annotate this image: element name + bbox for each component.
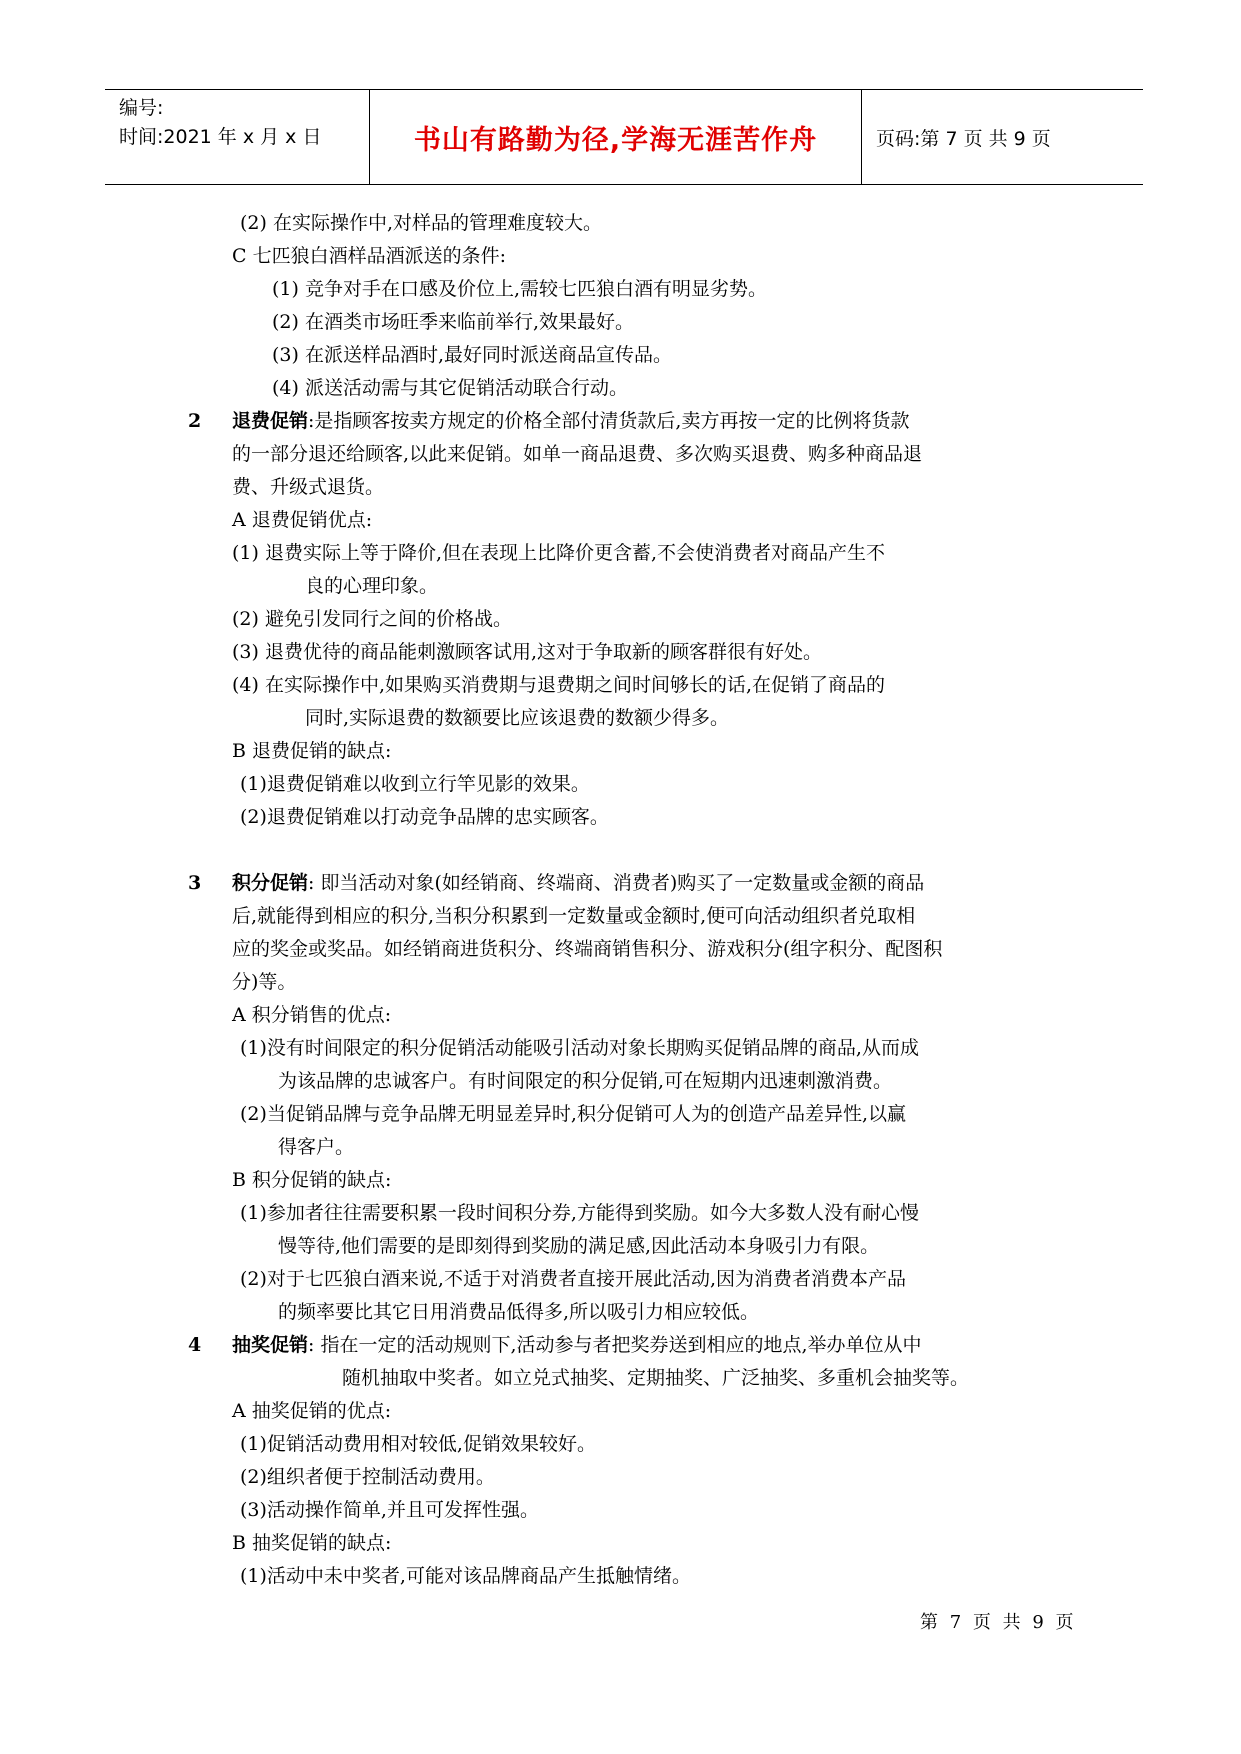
text-line: 为该品牌的忠诚客户。有时间限定的积分促销,可在短期内迅速刺激消费。	[278, 1070, 893, 1092]
text-line: B 积分促销的缺点:	[232, 1169, 392, 1191]
section-text: :是指顾客按卖方规定的价格全部付清货款后,卖方再按一定的比例将货款	[308, 410, 910, 432]
header-motto: 书山有路勤为径,学海无涯苦作舟	[413, 124, 818, 156]
text-line: C 七匹狼白酒样品酒派送的条件:	[232, 245, 506, 267]
text-line: 应的奖金或奖品。如经销商进货积分、终端商销售积分、游戏积分(组字积分、配图积	[232, 938, 943, 960]
text-line: 的频率要比其它日用消费品低得多,所以吸引力相应较低。	[278, 1301, 760, 1323]
section-heading-line	[232, 1331, 922, 1359]
text-line: (1)促销活动费用相对较低,促销效果较好。	[240, 1433, 596, 1455]
section-title: 抽奖促销	[232, 1334, 309, 1356]
text-line: 分)等。	[232, 971, 297, 993]
text-line: 的一部分退还给顾客,以此来促销。如单一商品退费、多次购买退费、购多种商品退	[232, 443, 923, 465]
text-line: 得客户。	[278, 1136, 355, 1158]
text-line: (2)退费促销难以打动竞争品牌的忠实顾客。	[240, 806, 609, 828]
text-line: (2) 避免引发同行之间的价格战。	[232, 608, 512, 630]
header-page-info: 页码:第 7 页 共 9 页	[876, 127, 1051, 150]
text-line: 同时,实际退费的数额要比应该退费的数额少得多。	[305, 707, 730, 729]
text-line: (2) 在实际操作中,对样品的管理难度较大。	[240, 212, 602, 234]
section-text: : 指在一定的活动规则下,活动参与者把奖券送到相应的地点,举办单位从中	[308, 1334, 922, 1356]
page-footer: 第 7 页 共 9 页	[920, 1612, 1077, 1633]
text-line: A 抽奖促销的优点:	[232, 1400, 392, 1422]
text-line: (1)没有时间限定的积分促销活动能吸引活动对象长期购买促销品牌的商品,从而成	[240, 1037, 919, 1059]
section-heading-line	[232, 869, 924, 897]
text-line: 慢等待,他们需要的是即刻得到奖励的满足感,因此活动本身吸引力有限。	[278, 1235, 880, 1257]
section-number: 2	[188, 410, 202, 432]
section-text: : 即当活动对象(如经销商、终端商、消费者)购买了一定数量或金额的商品	[308, 872, 925, 894]
text-line: (1) 退费实际上等于降价,但在表现上比降价更含蓄,不会使消费者对商品产生不	[232, 542, 886, 564]
text-line: (2) 在酒类市场旺季来临前举行,效果最好。	[272, 311, 634, 333]
text-line: (2)当促销品牌与竞争品牌无明显差异时,积分促销可人为的创造产品差异性,以赢	[240, 1103, 906, 1125]
section-title: 退费促销	[232, 410, 309, 432]
text-line: (1)活动中未中奖者,可能对该品牌商品产生抵触情绪。	[240, 1565, 691, 1587]
text-line: A 退费促销优点:	[232, 509, 373, 531]
text-line: (1) 竞争对手在口感及价位上,需较七匹狼白酒有明显劣势。	[272, 278, 767, 300]
text-line: A 积分销售的优点:	[232, 1004, 392, 1026]
section-title: 积分促销	[232, 872, 309, 894]
header-left	[119, 94, 321, 152]
text-line: 良的心理印象。	[305, 575, 439, 597]
section-heading-line	[232, 407, 909, 435]
text-line: (4) 在实际操作中,如果购买消费期与退费期之间时间够长的话,在促销了商品的	[232, 674, 886, 696]
text-line: (1)参加者往往需要积累一段时间积分券,方能得到奖励。如今大多数人没有耐心慢	[240, 1202, 919, 1224]
text-line: (2)组织者便于控制活动费用。	[240, 1466, 495, 1488]
header-number-label: 编号:	[119, 97, 164, 119]
text-line: B 退费促销的缺点:	[232, 740, 392, 762]
section-number: 4	[188, 1334, 202, 1356]
text-line: B 抽奖促销的缺点:	[232, 1532, 392, 1554]
page-header	[105, 89, 1143, 185]
text-line: (3) 退费优待的商品能刺激顾客试用,这对于争取新的顾客群很有好处。	[232, 641, 822, 663]
text-line: (1)退费促销难以收到立行竿见影的效果。	[240, 773, 590, 795]
text-line: (3)活动操作简单,并且可发挥性强。	[240, 1499, 539, 1521]
header-time-label: 时间:2021 年 x 月 x 日	[119, 126, 322, 148]
text-line: (2)对于七匹狼白酒来说,不适于对消费者直接开展此活动,因为消费者消费本产品	[240, 1268, 906, 1290]
text-line: 后,就能得到相应的积分,当积分积累到一定数量或金额时,便可向活动组织者兑取相	[232, 905, 916, 927]
text-line: (4) 派送活动需与其它促销活动联合行动。	[272, 377, 628, 399]
text-line: (3) 在派送样品酒时,最好同时派送商品宣传品。	[272, 344, 672, 366]
text-line: 随机抽取中奖者。如立兑式抽奖、定期抽奖、广泛抽奖、多重机会抽奖等。	[342, 1367, 970, 1389]
section-number: 3	[188, 872, 202, 894]
text-line: 费、升级式退货。	[232, 476, 385, 498]
